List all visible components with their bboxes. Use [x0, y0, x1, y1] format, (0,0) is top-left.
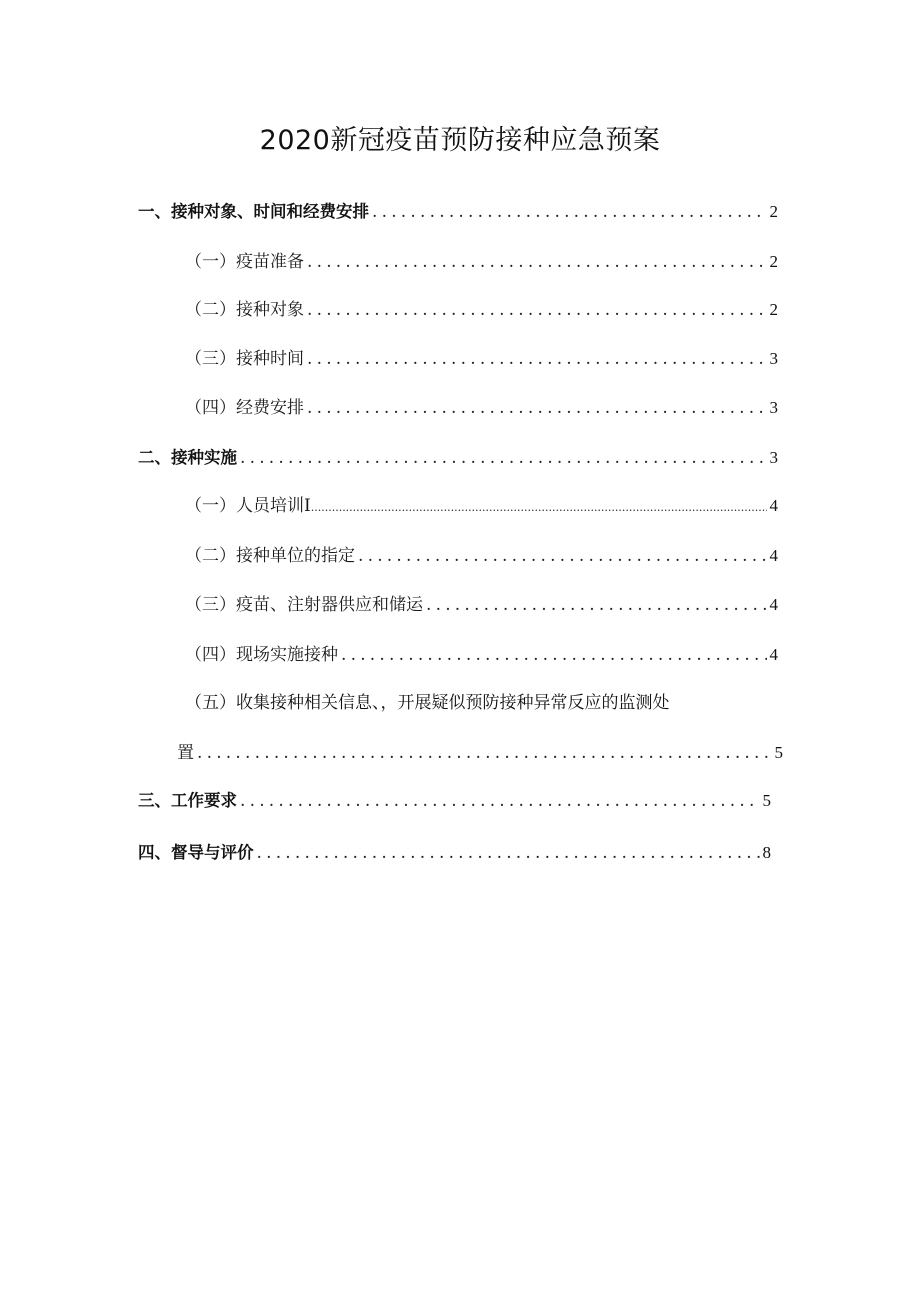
toc-page-number: 2 — [769, 202, 778, 221]
toc-entry-label: （二）接种单位的指定 — [185, 546, 355, 566]
toc-dot-leader — [194, 741, 772, 765]
toc-entry-section-2[interactable] — [138, 446, 778, 470]
toc-entry-2-1[interactable] — [185, 494, 778, 518]
toc-entry-label: （一）人员培训I — [185, 496, 311, 516]
toc-dot-leader — [369, 200, 767, 224]
toc-entry-section-3[interactable] — [138, 789, 771, 813]
toc-page-number: 8 — [762, 843, 771, 862]
toc-page-number: 2 — [769, 300, 778, 319]
toc-entry-1-3[interactable] — [185, 347, 778, 371]
toc-dot-leader — [237, 446, 767, 470]
toc-dot-leader — [304, 347, 767, 371]
toc-page-number: 3 — [769, 349, 778, 368]
toc-entry-label: 四、督导与评价 — [138, 843, 254, 862]
toc-entry-label: （一）疫苗准备 — [185, 252, 304, 272]
toc-page-number: 4 — [769, 496, 778, 515]
toc-entry-1-1[interactable] — [185, 250, 778, 274]
toc-entry-section-1[interactable] — [138, 200, 778, 224]
toc-page-number: 5 — [774, 743, 783, 762]
toc-entry-label: 二、接种实施 — [138, 448, 237, 467]
toc-dot-leader — [237, 789, 760, 813]
toc-dot-leader — [423, 593, 767, 617]
toc-page-number: 2 — [769, 252, 778, 271]
toc-entry-label: （三）疫苗、注射器供应和储运 — [185, 595, 423, 615]
toc-page-number: 3 — [769, 398, 778, 417]
toc-page-number: 4 — [769, 645, 778, 664]
toc-entry-2-4[interactable] — [185, 643, 778, 667]
toc-entry-2-5-line1[interactable] — [185, 691, 670, 715]
toc-entry-section-4[interactable] — [138, 841, 771, 865]
document-title: 2020新冠疫苗预防接种应急预案 — [259, 125, 661, 156]
toc-entry-label: （四）经费安排 — [185, 398, 304, 418]
toc-page-number: 3 — [769, 448, 778, 467]
toc-entry-label: （三）接种时间 — [185, 349, 304, 369]
toc-dot-leader — [304, 396, 767, 420]
toc-dot-leader — [311, 496, 767, 520]
toc-entry-2-2[interactable] — [185, 544, 778, 568]
toc-dot-leader — [304, 250, 767, 274]
toc-dot-leader — [338, 643, 767, 667]
toc-entry-label: 三、工作要求 — [138, 791, 237, 810]
toc-dot-leader — [355, 544, 767, 568]
toc-page-number: 4 — [769, 546, 778, 565]
toc-page-number: 4 — [769, 595, 778, 614]
toc-entry-2-5-line2[interactable] — [177, 741, 783, 765]
toc-entry-label: （二）接种对象 — [185, 300, 304, 320]
toc-entry-2-3[interactable] — [185, 593, 778, 617]
toc-entry-1-4[interactable] — [185, 396, 778, 420]
toc-entry-label: 置 — [177, 743, 194, 763]
toc-entry-label: （四）现场实施接种 — [185, 645, 338, 665]
toc-page-number: 5 — [762, 791, 771, 810]
toc-dot-leader — [254, 841, 760, 865]
toc-dot-leader — [304, 298, 767, 322]
toc-entry-label: 一、接种对象、时间和经费安排 — [138, 202, 369, 221]
toc-entry-label: （五）收集接种相关信息、，开展疑似预防接种异常反应的监测处 — [185, 693, 670, 713]
toc-entry-1-2[interactable] — [185, 298, 778, 322]
